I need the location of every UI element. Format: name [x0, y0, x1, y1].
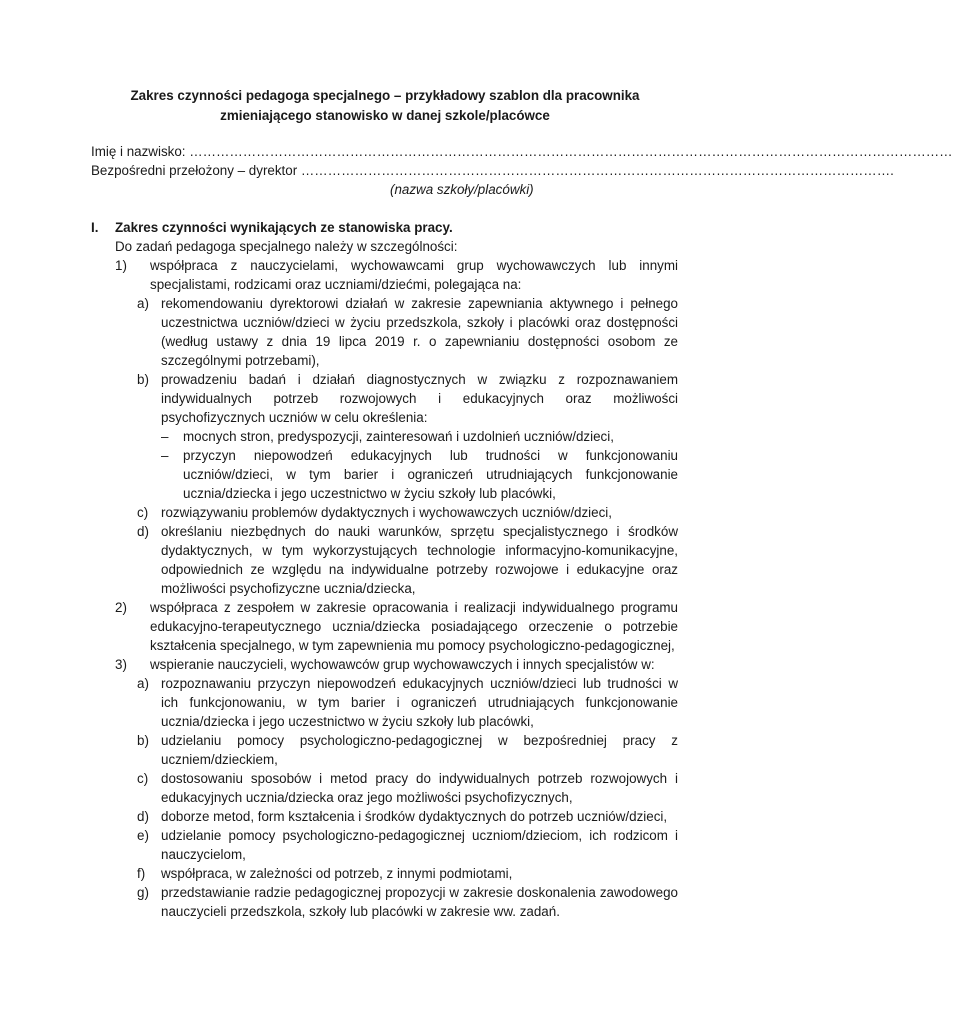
- subitem-text: rekomendowaniu dyrektorowi działań w zakresie zapewniania aktywnego i pełnego uczestnictwa uczniów/dzieci w życiu przedszkola, szkoły i placówki oraz dostępności (według ustawy z dnia 19 lipca 2019 r. o zapewnianiu dostępności osobom ze szczególnymi potrzebami),: [161, 296, 678, 369]
- subitem-letter: b): [137, 733, 149, 748]
- subitem-text: rozpoznawaniu przyczyn niepowodzeń edukacyjnych uczniów/dzieci lub trudności w ich funkcjonowaniu, w tym barier i ograniczeń utrudniających funkcjonowanie ucznia/dziecka i jego uczestnictwo w życiu szkoły lub placówki,: [161, 676, 678, 730]
- subitem-text: prowadzeniu badań i działań diagnostycznych w związku z rozpoznawaniem indywidualnych potrzeb rozwojowych i edukacyjnych oraz możliwości psychofizycznych uczniów w celu określenia:: [161, 372, 678, 426]
- item-number: 2): [115, 600, 127, 615]
- document-title: Zakres czynności pedagoga specjalnego – przykładowy szablon dla pracownika zmieniającego stanowisko w danej szkole/placówce: [130, 88, 640, 123]
- subitem-text: przedstawianie radzie pedagogicznej propozycji w zakresie doskonalenia zawodowego nauczycieli przedszkola, szkoły lub placówki w zakresie ww. zadań.: [161, 885, 678, 920]
- subitem-text: doborze metod, form kształcenia i środków dydaktycznych do potrzeb uczniów/dzieci,: [161, 809, 668, 824]
- subitem-text: udzielaniu pomocy psychologiczno-pedagogicznej w bezpośredniej pracy z uczniem/dzieckiem,: [161, 733, 678, 768]
- item-text: wspieranie nauczycieli, wychowawców grup wychowawczych i innych specjalistów w:: [150, 657, 655, 672]
- dash-marker: –: [161, 429, 169, 444]
- subitem-letter: f): [137, 866, 146, 881]
- item-number: 1): [115, 258, 127, 273]
- dash-item-text: przyczyn niepowodzeń edukacyjnych lub trudności w funkcjonowaniu uczniów/dzieci, w tym barier i ograniczeń utrudniających funkcjonowanie ucznia/dziecka i jego uczestnictwo w życiu szkoły lub placówki,: [183, 448, 678, 502]
- section-number: I.: [91, 220, 99, 235]
- subitem-letter: a): [137, 296, 149, 311]
- supervisor-subcaption: (nazwa szkoły/placówki): [390, 182, 534, 197]
- subitem-letter: d): [137, 809, 149, 824]
- subitem-text: rozwiązywaniu problemów dydaktycznych i wychowawczych uczniów/dzieci,: [161, 505, 612, 520]
- subitem-text: określaniu niezbędnych do nauki warunków, sprzętu specjalistycznego i środków dydaktycznych, w tym wykorzystujących technologie informacyjno-komunikacyjne, odpowiednich ze względu na indywidualne potrzeby rozwojowe i edukacyjne oraz możliwości psychofizyczne ucznia/dziecka,: [161, 524, 678, 597]
- subitem-letter: d): [137, 524, 149, 539]
- dash-marker: –: [161, 448, 169, 463]
- supervisor-field-line: Bezpośredni przełożony – dyrektor …………………………………………………………………………………………………………………….: [91, 163, 894, 178]
- subitem-letter: e): [137, 828, 149, 843]
- subitem-text: współpraca, w zależności od potrzeb, z innymi podmiotami,: [161, 866, 513, 881]
- subitem-letter: c): [137, 771, 149, 786]
- subitem-letter: g): [137, 885, 149, 900]
- subitem-text: dostosowaniu sposobów i metod pracy do indywidualnych potrzeb rozwojowych i edukacyjnych ucznia/dziecka oraz jego możliwości psychofizycznych,: [161, 771, 678, 806]
- section-title: Zakres czynności wynikających ze stanowiska pracy.: [115, 220, 453, 235]
- dash-item-text: mocnych stron, predyspozycji, zainteresowań i uzdolnień uczniów/dzieci,: [183, 429, 614, 444]
- subitem-letter: b): [137, 372, 149, 387]
- section-intro: Do zadań pedagoga specjalnego należy w szczególności:: [115, 239, 458, 254]
- item-text: współpraca z nauczycielami, wychowawcami grup wychowawczych lub innymi specjalistami, rodzicami oraz uczniami/dziećmi, polegająca na:: [150, 258, 678, 293]
- item-text: współpraca z zespołem w zakresie opracowania i realizacji indywidualnego programu edukacyjno-terapeutycznego ucznia/dziecka posiadającego orzeczenie o potrzebie kształcenia specjalnego, w tym zapewnienia mu pomocy psychologiczno-pedagogicznej,: [150, 600, 678, 654]
- subitem-letter: c): [137, 505, 149, 520]
- subitem-text: udzielanie pomocy psychologiczno-pedagogicznej uczniom/dzieciom, ich rodzicom i nauczycielom,: [161, 828, 678, 863]
- name-field-line: Imię i nazwisko: ………………………………………………………………………………………………………………………………………………………: [91, 144, 953, 159]
- subitem-letter: a): [137, 676, 149, 691]
- item-number: 3): [115, 657, 127, 672]
